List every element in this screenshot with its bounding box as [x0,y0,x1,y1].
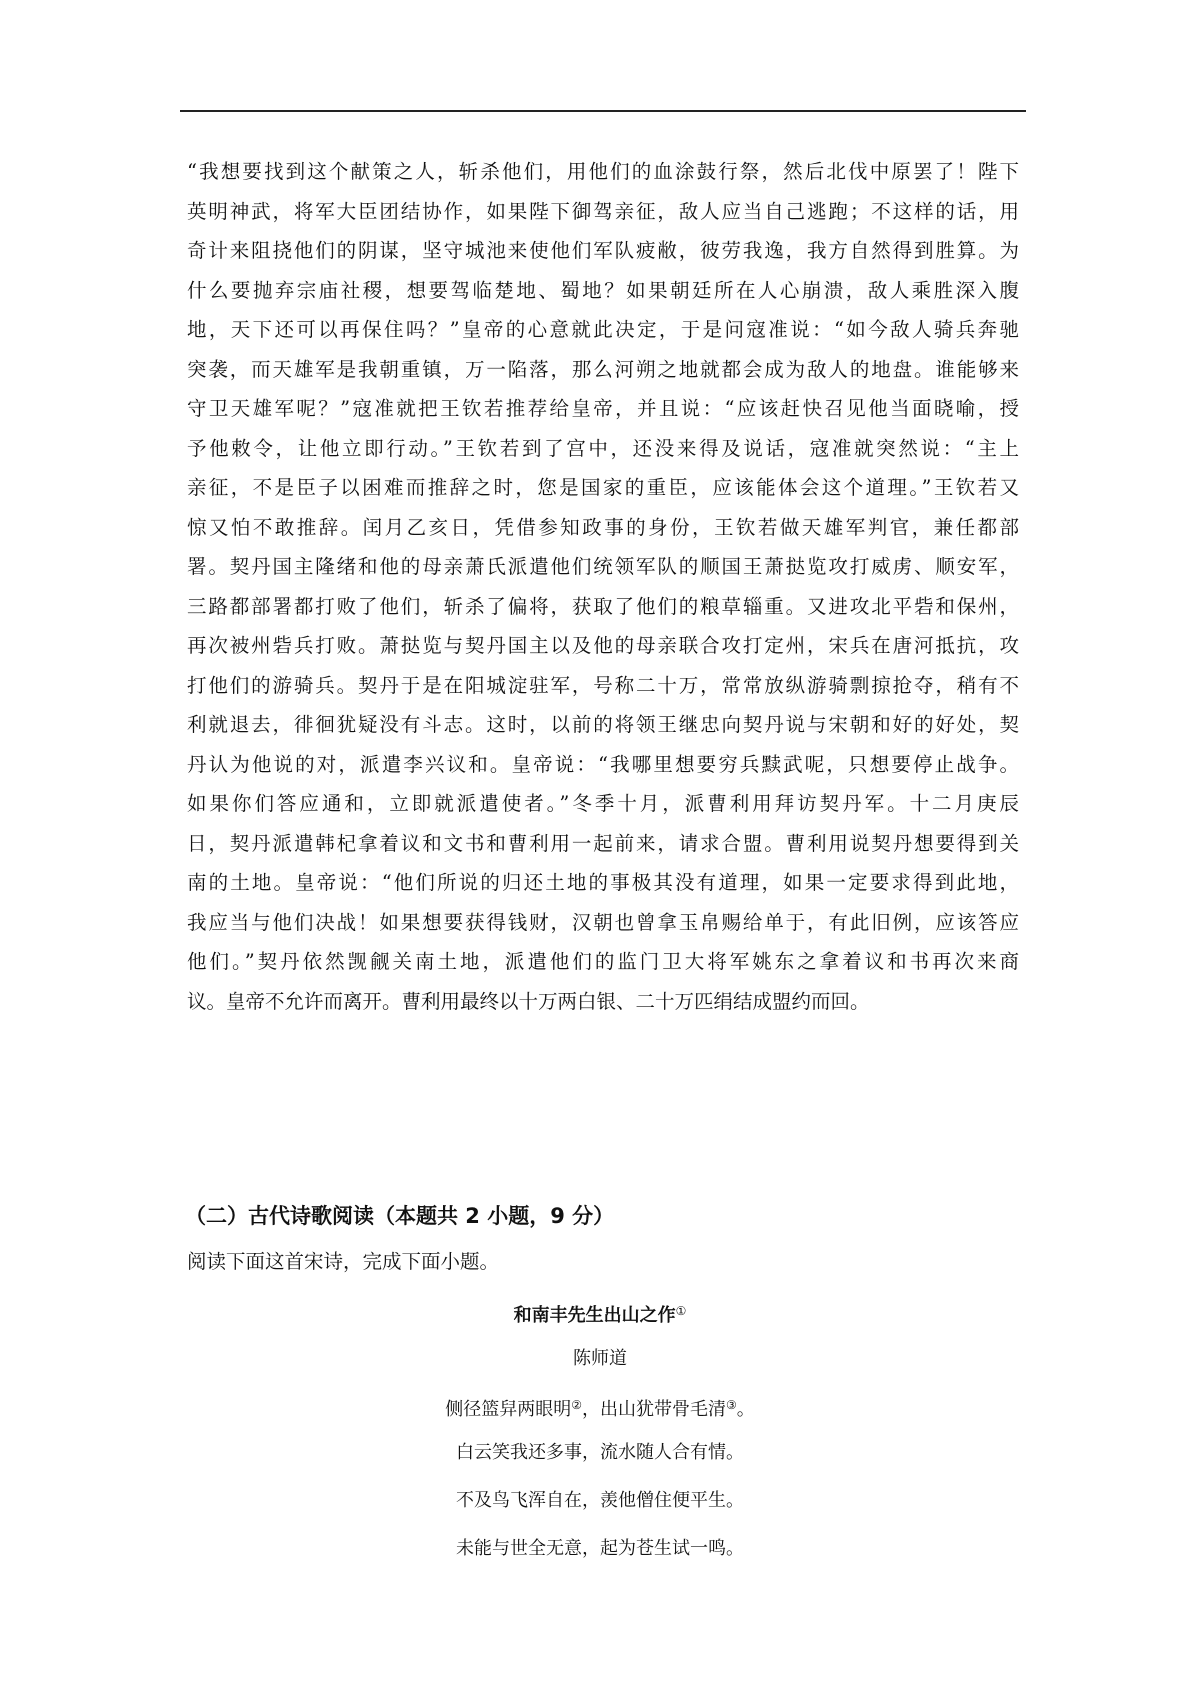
passage-line: 他们。”契丹依然觊觎关南土地，派遣他们的监门卫大将军姚东之拿着议和书再次来商 [187,950,1019,973]
passage-line: 丹认为他说的对，派遣李兴议和。皇帝说：“我哪里想要穷兵黩武呢，只想要停止战争。 [187,752,1019,776]
passage-line: 如果你们答应通和，立即就派遣使者。”冬季十月，派曹利用拜访契丹军。十二月庚辰 [187,792,1019,815]
passage-line: 南的土地。皇帝说：“他们所说的归还土地的事极其没有道理，如果一定要求得到此地， [187,871,1019,894]
poem-title-text: 和南丰先生出山之作 [513,1305,676,1326]
poem-author: 陈师道 [573,1348,627,1369]
passage-line: 惊又怕不敢推辞。闰月乙亥日，凭借参知政事的身份，王钦若做天雄军判官，兼任都部 [187,515,1019,539]
translation-passage [187,152,1019,1021]
passage-line: 署。契丹国主隆绪和他的母亲萧氏派遣他们统领军队的顺国王萧挞览攻打威虏、顺安军， [187,555,1019,578]
section-instruction: 阅读下面这首宋诗，完成下面小题。 [187,1250,500,1273]
footnote-marker: ② [571,1398,582,1412]
passage-line: 英明神武，将军大臣团结协作，如果陛下御驾亲征，敌人应当自己逃跑；不这样的话，用 [187,199,1019,223]
passage-line: 奇计来阻挠他们的阴谋，坚守城池来使他们军队疲敝，彼劳我逸，我方自然得到胜算。为 [187,239,1019,262]
passage-line: 我应当与他们决战！如果想要获得钱财，汉朝也曾拿玉帛赐给单于，有此旧例，应该答应 [187,910,1019,934]
top-divider [180,110,1026,112]
poem-line-text: 未能与世全无意，起为苍生试一鸣。 [456,1538,744,1559]
passage-line: 议。皇帝不允许而离开。曹利用最终以十万两白银、二十万匹绢结成盟约而回。 [187,989,870,1013]
passage-line: 利就退去，徘徊犹疑没有斗志。这时，以前的将领王继忠向契丹说与宋朝和好的好处，契 [187,713,1019,736]
passage-line: 地，天下还可以再保住吗？”皇帝的心意就此决定，于是问寇准说：“如今敌人骑兵奔驰 [187,318,1019,341]
passage-line: 亲征，不是臣子以困难而推辞之时，您是国家的重臣，应该能体会这个道理。”王钦若又 [187,476,1019,499]
passage-line: “我想要找到这个献策之人，斩杀他们，用他们的血涂鼓行祭，然后北伐中原罢了！陛下 [187,160,1019,183]
poem-line [0,1532,1200,1566]
passage-line: 突袭，而天雄军是我朝重镇，万一陷落，那么河朔之地就都会成为敌人的地盘。谁能够来 [187,357,1019,381]
passage-line: 再次被州砦兵打败。萧挞览与契丹国主以及他的母亲联合攻打定州，宋兵在唐河抵抗，攻 [187,634,1019,657]
footnote-marker: ① [675,1304,687,1318]
poem-line [0,1388,1200,1427]
poem-line-text: 不及鸟飞浑自在，羡他僧住便平生。 [456,1490,744,1511]
passage-line: 打他们的游骑兵。契丹于是在阳城淀驻军，号称二十万，常常放纵游骑剽掠抢夺，稍有不 [187,673,1019,697]
section-heading: （二）古代诗歌阅读（本题共 2 小题，9 分） [185,1204,615,1228]
passage-line: 予他敕令，让他立即行动。”王钦若到了宫中，还没来得及说话，寇准就突然说：“主上 [187,436,1019,460]
passage-line: 守卫天雄军呢？”寇准就把王钦若推荐给皇帝，并且说：“应该赶快召见他当面晓喻，授 [187,397,1019,420]
passage-line: 什么要抛弃宗庙社稷，想要驾临楚地、蜀地？如果朝廷所在人心崩溃，敌人乘胜深入腹 [187,278,1019,302]
poem-title [0,1294,1200,1333]
poem-line-text: 白云笑我还多事，流水随人合有情。 [456,1442,744,1463]
poem-line-text: 侧径篮舁两眼明 [445,1399,572,1420]
footnote-marker: ③ [726,1398,737,1412]
poem-line-text: ，出山犹带骨毛清 [582,1399,726,1420]
poem-line [0,1436,1200,1470]
poem-line [0,1484,1200,1518]
passage-line: 三路都部署都打败了他们，斩杀了偏将，获取了他们的粮草辎重。又进攻北平砦和保州， [187,594,1019,618]
passage-line: 日，契丹派遣韩杞拿着议和文书和曹利用一起前来，请求合盟。曹利用说契丹想要得到关 [187,831,1019,855]
poem-line-text: 。 [736,1399,755,1420]
